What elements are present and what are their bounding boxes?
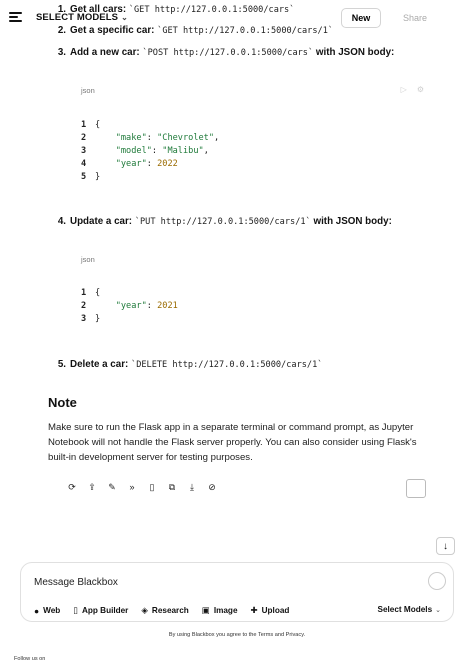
refresh-icon[interactable]: ⟳ bbox=[68, 482, 76, 492]
copy-icon[interactable]: ⧉ bbox=[168, 482, 176, 492]
block-icon[interactable]: ⊘ bbox=[208, 482, 216, 492]
upload-icon: ✚ bbox=[250, 605, 258, 615]
tool-research[interactable]: ◈ Research bbox=[141, 605, 189, 615]
message-composer bbox=[20, 562, 454, 622]
arrow-down-icon: ↓ bbox=[443, 540, 448, 552]
edit-icon[interactable]: ✎ bbox=[108, 482, 116, 492]
share-button[interactable]: Share bbox=[402, 13, 428, 23]
model-selector-label: SELECT MODELS bbox=[36, 12, 119, 23]
step-update-car: 4. Update a car: `PUT http://127.0.0.1:5000/cars/1` with JSON body: bbox=[57, 216, 392, 227]
step-get-all: 1. Get all cars: `GET http://127.0.0.1:5000/cars` bbox=[57, 4, 295, 15]
code-block bbox=[64, 248, 436, 338]
step-get-specific: 2. Get a specific car: `GET http://127.0.0.1:5000/cars/1` bbox=[57, 25, 334, 36]
code-line: 3 } bbox=[81, 314, 101, 324]
terms-notice: By using Blackbox you agree to the Terms and Privacy. bbox=[168, 632, 306, 638]
send-button[interactable] bbox=[428, 572, 446, 590]
message-actions bbox=[62, 482, 222, 493]
tool-app-builder[interactable]: ▯ App Builder bbox=[73, 605, 129, 615]
image-icon: ▣ bbox=[201, 605, 210, 615]
download-icon[interactable]: ⤓ bbox=[190, 482, 194, 492]
code-actions bbox=[391, 85, 424, 94]
code-language-label: json bbox=[81, 86, 95, 95]
layers-icon: ◈ bbox=[141, 605, 148, 615]
code-line: 1 { bbox=[81, 120, 101, 130]
step-delete-car: 5. Delete a car: `DELETE http://127.0.0.1:5000/cars/1` bbox=[57, 359, 323, 370]
step-add-car: 3. Add a new car: `POST http://127.0.0.1:5000/cars` with JSON body: bbox=[57, 47, 395, 58]
code-block bbox=[64, 80, 436, 195]
code-line: 2 "make": "Chevrolet", bbox=[81, 133, 220, 143]
new-chat-button[interactable]: New bbox=[341, 8, 381, 28]
phone-icon: ▯ bbox=[73, 605, 78, 615]
menu-icon[interactable] bbox=[9, 12, 22, 22]
scroll-down-button[interactable] bbox=[436, 537, 455, 555]
code-line: 4 "year": 2022 bbox=[81, 159, 178, 169]
select-models-dropdown[interactable]: Select Models ⌄ bbox=[377, 605, 441, 614]
code-language-label: json bbox=[81, 255, 95, 264]
bookmark-icon[interactable]: ▯ bbox=[149, 482, 155, 492]
tool-web[interactable]: ● Web bbox=[34, 605, 61, 616]
globe-icon: ● bbox=[34, 605, 40, 616]
follow-us-label: Follow us on bbox=[14, 656, 46, 662]
settings-icon[interactable]: ⚙ bbox=[416, 85, 424, 94]
message-input[interactable]: Message Blackbox bbox=[34, 577, 118, 588]
code-line: 5 } bbox=[81, 172, 101, 182]
note-text: Make sure to run the Flask app in a separate terminal or command prompt, as Jupyter Notebook will not handle the Flask server properly. You can also consider using Flask's built-in development server for testing purposes. bbox=[48, 422, 417, 463]
note-heading: Note bbox=[48, 395, 77, 410]
share-icon[interactable]: ⇪ bbox=[88, 482, 96, 492]
code-line: 1 { bbox=[81, 288, 101, 298]
chevron-down-icon: ⌄ bbox=[121, 13, 128, 22]
code-line: 3 "model": "Malibu", bbox=[81, 146, 209, 156]
run-icon[interactable]: ▷ bbox=[400, 85, 407, 94]
chevron-down-icon: ⌄ bbox=[435, 607, 441, 614]
select-checkbox[interactable] bbox=[406, 479, 426, 498]
composer-tools bbox=[34, 605, 302, 616]
forward-icon[interactable]: » bbox=[129, 482, 135, 492]
tool-upload[interactable]: ✚ Upload bbox=[250, 605, 290, 615]
code-line: 2 "year": 2021 bbox=[81, 301, 178, 311]
tool-image[interactable]: ▣ Image bbox=[201, 605, 238, 615]
